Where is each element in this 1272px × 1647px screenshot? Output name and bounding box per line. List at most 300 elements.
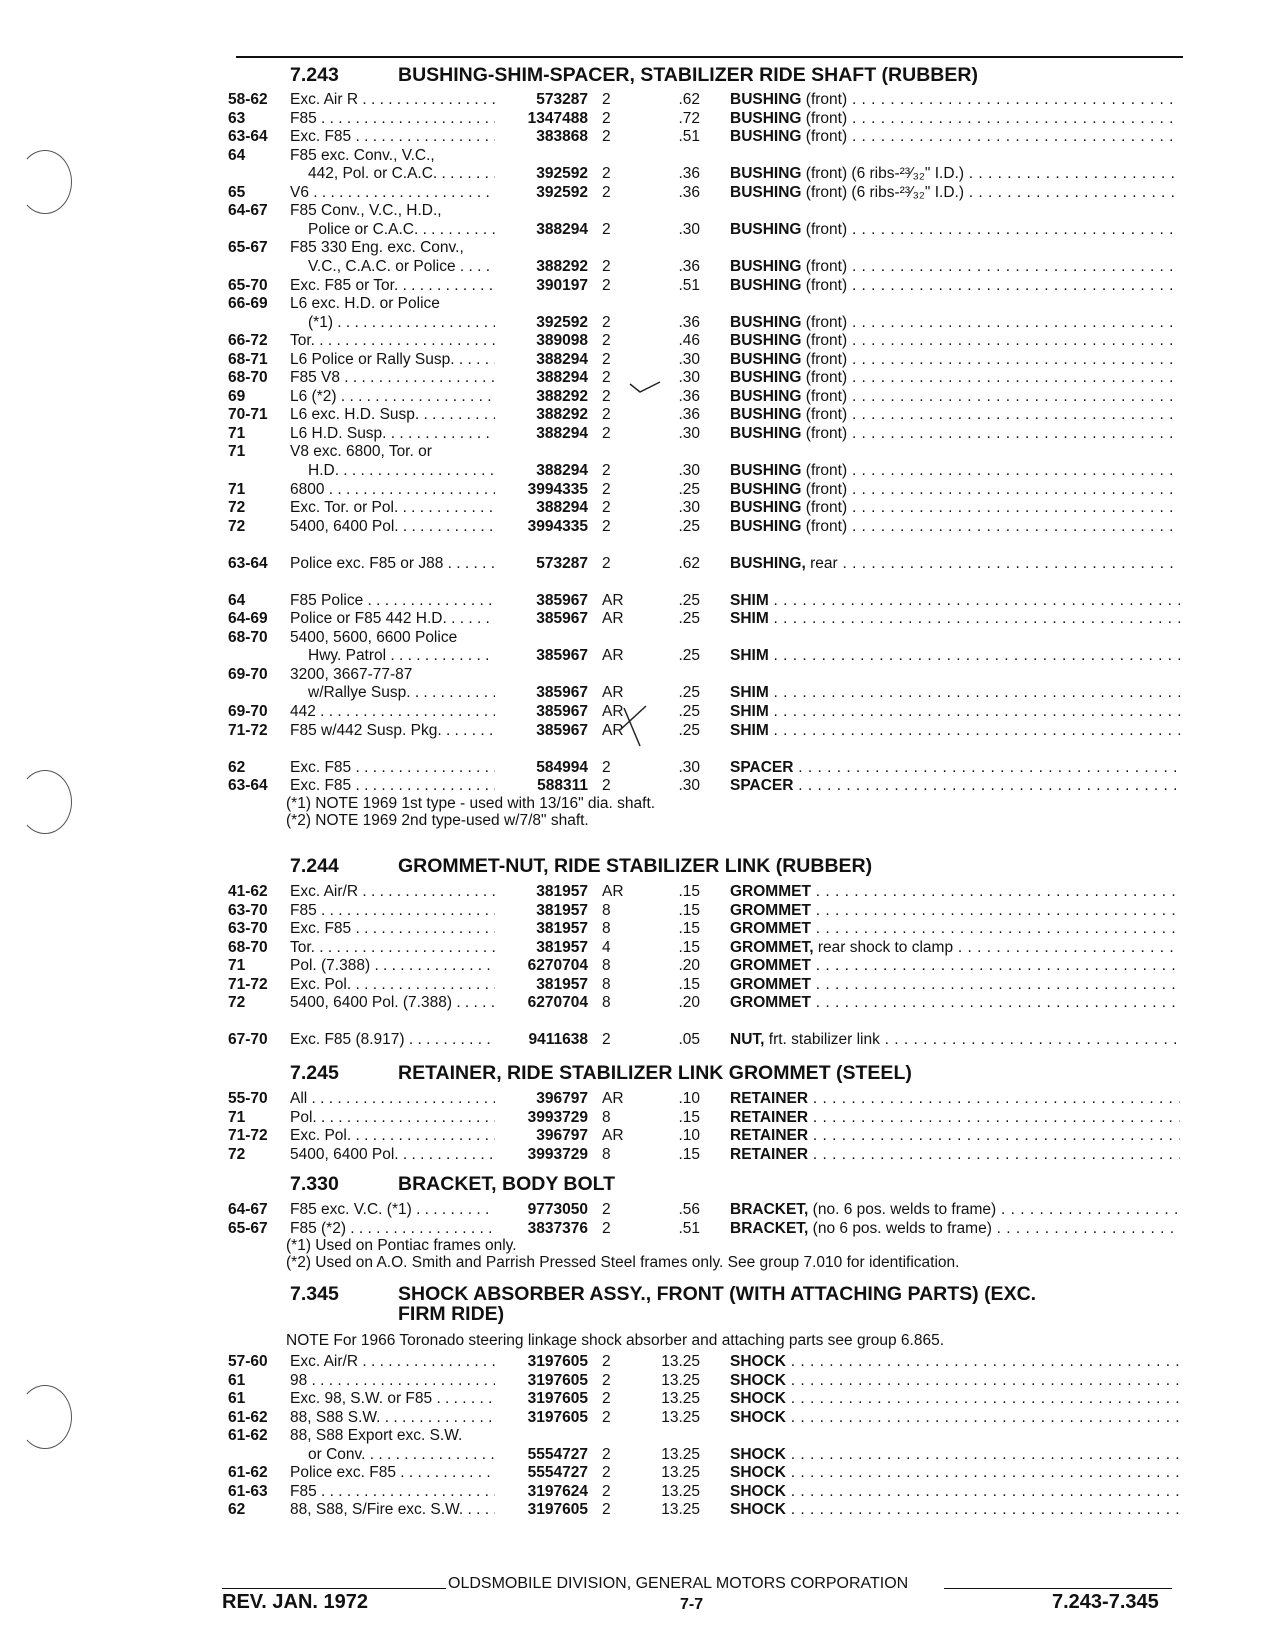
item-name xyxy=(730,498,1180,517)
application-desc xyxy=(290,1200,495,1219)
part-number: 5554727 xyxy=(527,1446,588,1463)
application-text: Police or C.A.C. xyxy=(308,221,419,238)
part-number: 389098 xyxy=(536,332,588,349)
part-number: 3197605 xyxy=(527,1353,588,1370)
table-row xyxy=(0,313,1272,332)
price: .46 xyxy=(678,332,700,349)
table-row xyxy=(0,938,1272,957)
item-detail: rear shock to clamp xyxy=(813,939,954,956)
application-desc xyxy=(308,646,495,665)
year-range: 71-72 xyxy=(228,1127,268,1144)
table-row xyxy=(0,517,1272,536)
table-row xyxy=(0,424,1272,443)
application-desc xyxy=(290,554,495,573)
quantity: 2 xyxy=(602,91,611,108)
item-label: BRACKET, xyxy=(730,1201,809,1218)
table-row xyxy=(0,1482,1272,1501)
part-number: 392592 xyxy=(536,165,588,182)
application-text: Tor. xyxy=(290,939,315,956)
part-number: 388292 xyxy=(536,406,588,423)
item-detail: (front) xyxy=(801,332,848,349)
item-detail: (no. 6 pos. welds to frame) xyxy=(808,1201,997,1218)
item-detail: (front) xyxy=(801,258,848,275)
price: .20 xyxy=(678,957,700,974)
item-detail: (front) xyxy=(801,406,848,423)
year-range: 72 xyxy=(228,994,246,1011)
application-text: F85 xyxy=(290,1483,317,1500)
price: .15 xyxy=(678,1146,700,1163)
year-range: 65 xyxy=(228,184,246,201)
price: .25 xyxy=(678,610,700,627)
table-row xyxy=(0,498,1272,517)
table-row xyxy=(0,1200,1272,1219)
application-text: 88, S88 S.W. xyxy=(290,1409,381,1426)
quantity: AR xyxy=(602,722,624,739)
price: .30 xyxy=(678,462,700,479)
application-text: F85 exc. V.C. (*1) xyxy=(290,1201,412,1218)
quantity: 2 xyxy=(602,518,611,535)
quantity: 2 xyxy=(602,1501,611,1518)
application-text: Exc. F85 xyxy=(290,920,352,937)
part-number: 3197605 xyxy=(527,1501,588,1518)
application-desc xyxy=(290,702,495,721)
application-desc xyxy=(290,956,495,975)
section-number: 7.244 xyxy=(290,855,339,877)
item-name xyxy=(730,220,1180,239)
item-name xyxy=(730,1126,1180,1145)
part-number: 388294 xyxy=(536,369,588,386)
quantity: 2 xyxy=(602,1031,611,1048)
item-detail: (front) xyxy=(801,128,848,145)
table-row xyxy=(0,1145,1272,1164)
item-name xyxy=(730,1352,1180,1371)
application-desc xyxy=(290,368,495,387)
part-number: 392592 xyxy=(536,314,588,331)
application-desc xyxy=(290,1463,495,1482)
item-detail: (front) xyxy=(801,314,848,331)
application-text: Exc. Pol. xyxy=(290,976,352,993)
price: 13.25 xyxy=(661,1501,700,1518)
application-text: Exc. F85 xyxy=(290,759,352,776)
item-detail: (front) xyxy=(801,388,848,405)
table-row xyxy=(0,776,1272,795)
footer-rule-left xyxy=(222,1588,446,1589)
item-detail: (front) xyxy=(801,277,848,294)
year-range: 67-70 xyxy=(228,1031,268,1048)
quantity: 2 xyxy=(602,425,611,442)
section-note: NOTE For 1966 Toronado steering linkage shock absorber and attaching parts see group 6.865. xyxy=(286,1332,945,1349)
table-row xyxy=(0,1445,1272,1464)
quantity: 2 xyxy=(602,499,611,516)
price: 13.25 xyxy=(661,1409,700,1426)
price: .56 xyxy=(678,1201,700,1218)
application-text: Hwy. Patrol xyxy=(308,647,387,664)
quantity: 2 xyxy=(602,406,611,423)
table-row xyxy=(0,201,1272,220)
footnote: (*2) Used on A.O. Smith and Parrish Pressed Steel frames only. See group 7.010 for identification. xyxy=(286,1254,960,1271)
application-desc xyxy=(290,665,590,684)
application-desc xyxy=(290,387,495,406)
price: 13.25 xyxy=(661,1483,700,1500)
price: .36 xyxy=(678,258,700,275)
part-number: 3993729 xyxy=(527,1146,588,1163)
quantity: 2 xyxy=(602,1446,611,1463)
item-label: GROMMET xyxy=(730,976,811,993)
table-row xyxy=(0,127,1272,146)
item-label: NUT, xyxy=(730,1031,765,1048)
application-text: Exc. F85 xyxy=(290,777,352,794)
price: .51 xyxy=(678,1220,700,1237)
item-name xyxy=(730,1030,1180,1049)
application-text: F85 xyxy=(290,110,317,127)
year-range: 71 xyxy=(228,957,246,974)
application-text: Exc. F85 xyxy=(290,128,352,145)
footer-page-number: 7-7 xyxy=(680,1596,704,1613)
price: .62 xyxy=(678,555,700,572)
quantity: 2 xyxy=(602,481,611,498)
year-range: 64-67 xyxy=(228,202,268,219)
table-row xyxy=(0,1389,1272,1408)
item-label: BUSHING xyxy=(730,462,802,479)
application-desc xyxy=(290,183,495,202)
part-number: 383868 xyxy=(536,128,588,145)
application-text: L6 exc. H.D. Susp. xyxy=(290,406,420,423)
price: .25 xyxy=(678,647,700,664)
item-detail: frt. stabilizer link xyxy=(764,1031,880,1048)
price: .36 xyxy=(678,388,700,405)
part-number: 385967 xyxy=(536,703,588,720)
price: .72 xyxy=(678,110,700,127)
application-desc xyxy=(290,721,495,740)
year-range: 64 xyxy=(228,592,246,609)
part-number: 5554727 xyxy=(527,1464,588,1481)
item-label: SHIM xyxy=(730,610,769,627)
section-title: GROMMET-NUT, RIDE STABILIZER LINK (RUBBER) xyxy=(398,855,873,877)
item-name xyxy=(730,109,1180,128)
item-name xyxy=(730,901,1180,920)
part-number: 6270704 xyxy=(527,957,588,974)
item-detail: (front) xyxy=(801,425,848,442)
application-desc xyxy=(290,1352,495,1371)
quantity: AR xyxy=(602,684,624,701)
item-label: BUSHING xyxy=(730,481,802,498)
item-label: GROMMET xyxy=(730,902,811,919)
part-number: 396797 xyxy=(536,1090,588,1107)
price: .30 xyxy=(678,221,700,238)
item-label: SHIM xyxy=(730,703,769,720)
item-label: SHIM xyxy=(730,647,769,664)
top-rule xyxy=(236,56,1183,58)
year-range: 72 xyxy=(228,499,246,516)
year-range: 68-70 xyxy=(228,629,268,646)
application-desc xyxy=(290,127,495,146)
quantity: 2 xyxy=(602,1409,611,1426)
part-number: 3197605 xyxy=(527,1409,588,1426)
application-desc xyxy=(308,1445,495,1464)
item-label: BRACKET, xyxy=(730,1220,809,1237)
application-desc xyxy=(290,1126,495,1145)
table-row xyxy=(0,257,1272,276)
quantity: 2 xyxy=(602,1390,611,1407)
item-name xyxy=(730,1389,1180,1408)
price: .20 xyxy=(678,994,700,1011)
item-label: RETAINER xyxy=(730,1146,809,1163)
item-name xyxy=(730,591,1180,610)
part-number: 385967 xyxy=(536,592,588,609)
application-text: F85 V8 xyxy=(290,369,340,386)
price: .30 xyxy=(678,759,700,776)
item-name xyxy=(730,956,1180,975)
price: 13.25 xyxy=(661,1446,700,1463)
price: .15 xyxy=(678,976,700,993)
table-row xyxy=(0,956,1272,975)
application-desc xyxy=(290,1371,495,1390)
application-text: Exc. Air/R xyxy=(290,1353,359,1370)
item-label: SHOCK xyxy=(730,1501,786,1518)
item-name xyxy=(730,276,1180,295)
item-detail: (front) (6 ribs-²³⁄₃₂" I.D.) xyxy=(801,165,964,182)
part-number: 385967 xyxy=(536,647,588,664)
item-name xyxy=(730,1500,1180,1519)
year-range: 61 xyxy=(228,1390,246,1407)
section-number: 7.330 xyxy=(290,1173,339,1195)
section-title: BRACKET, BODY BOLT xyxy=(398,1173,616,1195)
quantity: 8 xyxy=(602,976,611,993)
price: .62 xyxy=(678,91,700,108)
item-label: SPACER xyxy=(730,759,794,776)
part-number: 3993729 xyxy=(527,1109,588,1126)
application-desc xyxy=(290,993,495,1012)
item-name xyxy=(730,480,1180,499)
table-row xyxy=(0,1408,1272,1427)
application-desc xyxy=(290,1030,495,1049)
quantity: AR xyxy=(602,883,624,900)
price: .51 xyxy=(678,277,700,294)
price: .30 xyxy=(678,425,700,442)
application-desc xyxy=(290,350,495,369)
application-desc xyxy=(290,1408,495,1427)
table-row xyxy=(0,1219,1272,1238)
application-text: 88, S88, S/Fire exc. S.W. xyxy=(290,1501,464,1518)
year-range: 58-62 xyxy=(228,91,268,108)
application-text: V8 exc. 6800, Tor. or xyxy=(290,443,432,460)
year-range: 68-71 xyxy=(228,351,268,368)
item-detail: (front) xyxy=(801,351,848,368)
application-text: L6 (*2) xyxy=(290,388,337,405)
footer-division: OLDSMOBILE DIVISION, GENERAL MOTORS CORPORATION xyxy=(448,1575,909,1592)
application-desc xyxy=(308,257,495,276)
item-label: SHIM xyxy=(730,592,769,609)
item-name xyxy=(730,975,1180,994)
application-desc xyxy=(290,90,495,109)
part-number: 381957 xyxy=(536,902,588,919)
price: .15 xyxy=(678,902,700,919)
item-label: BUSHING xyxy=(730,406,802,423)
part-number: 388294 xyxy=(536,499,588,516)
price: .36 xyxy=(678,314,700,331)
footnote: (*1) NOTE 1969 1st type - used with 13/16" dia. shaft. xyxy=(286,795,656,812)
year-range: 64-69 xyxy=(228,610,268,627)
part-number: 390197 xyxy=(536,277,588,294)
year-range: 64-67 xyxy=(228,1201,268,1218)
quantity: 2 xyxy=(602,388,611,405)
section-number: 7.345 xyxy=(290,1283,339,1305)
price: .25 xyxy=(678,684,700,701)
item-detail: (front) (6 ribs-²³⁄₃₂" I.D.) xyxy=(801,184,964,201)
item-label: BUSHING xyxy=(730,165,802,182)
application-desc xyxy=(290,498,495,517)
item-label: BUSHING xyxy=(730,369,802,386)
item-label: GROMMET xyxy=(730,994,811,1011)
application-text: F85 Conv., V.C., H.D., xyxy=(290,202,442,219)
table-row xyxy=(0,331,1272,350)
footer-rule-right xyxy=(944,1588,1172,1589)
quantity: 2 xyxy=(602,759,611,776)
year-range: 61-62 xyxy=(228,1409,268,1426)
application-text: F85 Police xyxy=(290,592,364,609)
application-text: V.C., C.A.C. or Police xyxy=(308,258,456,275)
item-label: SHOCK xyxy=(730,1409,786,1426)
quantity: 2 xyxy=(602,165,611,182)
year-range: 62 xyxy=(228,759,246,776)
quantity: 2 xyxy=(602,1220,611,1237)
application-text: 6800 xyxy=(290,481,325,498)
application-desc xyxy=(290,331,495,350)
item-label: SHIM xyxy=(730,722,769,739)
quantity: 2 xyxy=(602,1483,611,1500)
item-detail: (front) xyxy=(801,462,848,479)
price: .10 xyxy=(678,1090,700,1107)
year-range: 61 xyxy=(228,1372,246,1389)
part-number: 3197605 xyxy=(527,1390,588,1407)
application-desc xyxy=(290,442,590,461)
application-text: F85 330 Eng. exc. Conv., xyxy=(290,239,464,256)
table-row xyxy=(0,1030,1272,1049)
price: .36 xyxy=(678,165,700,182)
item-detail: (no 6 pos. welds to frame) xyxy=(808,1220,992,1237)
part-number: 381957 xyxy=(536,939,588,956)
item-label: GROMMET xyxy=(730,957,811,974)
application-text: 442 xyxy=(290,703,316,720)
quantity: 2 xyxy=(602,258,611,275)
price: .25 xyxy=(678,592,700,609)
application-desc xyxy=(290,1500,495,1519)
application-desc xyxy=(290,938,495,957)
item-name xyxy=(730,90,1180,109)
application-desc xyxy=(290,901,495,920)
year-range: 63-64 xyxy=(228,555,268,572)
item-label: SHIM xyxy=(730,684,769,701)
application-text: (*1) xyxy=(308,314,333,331)
application-text: Exc. F85 or Tor. xyxy=(290,277,399,294)
application-desc xyxy=(290,1089,495,1108)
application-desc xyxy=(290,1426,590,1445)
quantity: AR xyxy=(602,1090,624,1107)
quantity: 8 xyxy=(602,920,611,937)
item-label: GROMMET xyxy=(730,883,811,900)
application-desc xyxy=(290,882,495,901)
price: 13.25 xyxy=(661,1390,700,1407)
year-range: 63-64 xyxy=(228,128,268,145)
item-name xyxy=(730,1463,1180,1482)
quantity: 2 xyxy=(602,462,611,479)
table-row xyxy=(0,609,1272,628)
price: .25 xyxy=(678,481,700,498)
price: .15 xyxy=(678,1109,700,1126)
item-name xyxy=(730,702,1180,721)
application-text: 88, S88 Export exc. S.W. xyxy=(290,1427,463,1444)
application-text: Pol. xyxy=(290,1109,317,1126)
item-label: RETAINER xyxy=(730,1127,809,1144)
quantity: 8 xyxy=(602,902,611,919)
item-name xyxy=(730,164,1180,183)
year-range: 69-70 xyxy=(228,666,268,683)
table-row xyxy=(0,554,1272,573)
quantity: AR xyxy=(602,647,624,664)
table-row xyxy=(0,1352,1272,1371)
item-name xyxy=(730,350,1180,369)
year-range: 69 xyxy=(228,388,246,405)
year-range: 63 xyxy=(228,110,246,127)
quantity: 2 xyxy=(602,184,611,201)
part-number: 9773050 xyxy=(527,1201,588,1218)
part-number: 3197605 xyxy=(527,1372,588,1389)
quantity: 2 xyxy=(602,777,611,794)
table-row xyxy=(0,1463,1272,1482)
price: .30 xyxy=(678,499,700,516)
price: .36 xyxy=(678,406,700,423)
application-text: or Conv. xyxy=(308,1446,366,1463)
table-row xyxy=(0,993,1272,1012)
price: .25 xyxy=(678,722,700,739)
quantity: AR xyxy=(602,610,624,627)
footer-group-range: 7.243-7.345 xyxy=(1052,1591,1159,1613)
application-desc xyxy=(290,919,495,938)
price: .05 xyxy=(678,1031,700,1048)
application-desc xyxy=(290,591,495,610)
application-text: Police exc. F85 or J88 xyxy=(290,555,444,572)
item-detail: (front) xyxy=(801,369,848,386)
item-name xyxy=(730,646,1180,665)
year-range: 63-70 xyxy=(228,920,268,937)
table-row xyxy=(0,1500,1272,1519)
quantity: 2 xyxy=(602,314,611,331)
application-text: 5400, 6400 Pol. (7.388) xyxy=(290,994,453,1011)
item-detail: (front) xyxy=(801,91,848,108)
price: 13.25 xyxy=(661,1372,700,1389)
section-number: 7.245 xyxy=(290,1062,339,1084)
year-range: 72 xyxy=(228,518,246,535)
item-name xyxy=(730,938,1180,957)
application-text: Pol. (7.388) xyxy=(290,957,371,974)
year-range: 63-64 xyxy=(228,777,268,794)
part-number: 396797 xyxy=(536,1127,588,1144)
price: .10 xyxy=(678,1127,700,1144)
table-row xyxy=(0,882,1272,901)
year-range: 66-72 xyxy=(228,332,268,349)
application-text: Exc. Air/R xyxy=(290,883,359,900)
year-range: 62 xyxy=(228,1501,246,1518)
item-name xyxy=(730,127,1180,146)
item-label: BUSHING xyxy=(730,388,802,405)
application-text: Police exc. F85 xyxy=(290,1464,396,1481)
year-range: 65-67 xyxy=(228,1220,268,1237)
item-name xyxy=(730,424,1180,443)
application-desc xyxy=(290,405,495,424)
item-name xyxy=(730,919,1180,938)
application-desc xyxy=(290,975,495,994)
application-desc xyxy=(308,164,495,183)
